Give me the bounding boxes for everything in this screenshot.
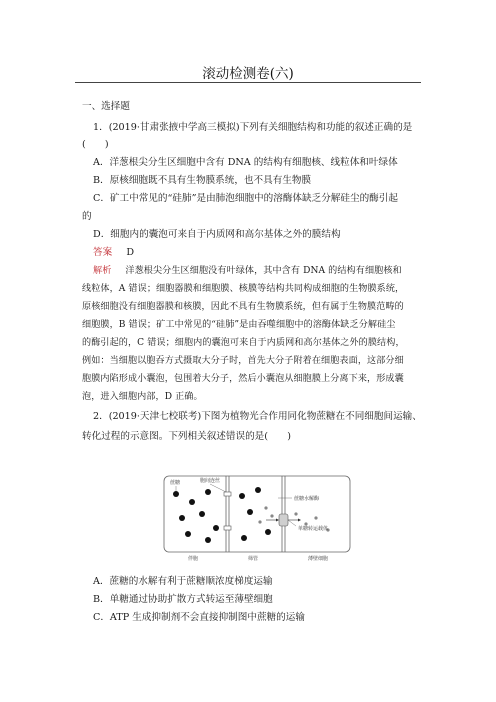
q1-stem-line-1: 1．(2019·甘肃张掖中学高三模拟)下列有关细胞结构和功能的叙述正确的是 [93, 122, 413, 133]
arrow-head [276, 519, 279, 522]
section-heading: 一、选择题 [82, 101, 130, 112]
q1-option-a: A．洋葱根尖分生区细胞中含有 DNA 的结构有细胞核、线粒体和叶绿体 [93, 157, 398, 168]
plasmodesma-1 [224, 492, 231, 496]
monosaccharide-dot [294, 512, 297, 515]
q1-analysis-line-6: 例如：当细胞以胞吞方式摄取大分子时，首先大分子附着在细胞表面，这部分细 [82, 356, 404, 366]
answer-value: D [126, 247, 135, 258]
q2-option-b: B．单糖通过协助扩散方式转运至薄壁细胞 [93, 594, 273, 605]
q1-analysis-line-4: 细胞膜，B 错误；矿工中常见的“硅肺”是由吞噬细胞中的溶酶体缺乏分解硅尘 [82, 320, 396, 330]
q1-analysis-line-3: 原核细胞没有细胞器膜和核膜，因此不具有生物膜系统，但有属于生物膜范畴的 [82, 302, 404, 312]
q1-analysis-line-7: 胞膜内陷形成小囊泡，包围着大分子，然后小囊泡从细胞膜上分离下来，形成囊 [82, 374, 404, 384]
label-sieve-tube: 筛管 [248, 556, 259, 562]
q1-analysis-line-8: 泡，进入细胞内部，D 正确。 [82, 392, 203, 402]
arrow-head-2 [298, 519, 301, 522]
sucrose-dot [189, 499, 195, 505]
monosaccharide-transporter [279, 514, 288, 526]
sucrose-dot [265, 529, 271, 535]
label-transporter: 单糖转运载体 [298, 526, 329, 532]
q1-analysis-line-2: 线粒体，A 错误；细胞器膜和细胞膜、核膜等结构共同构成细胞的生物膜系统， [82, 284, 405, 294]
label-hydrolase: 蔗糖水解酶 [294, 496, 320, 502]
monosaccharide-dot [270, 514, 273, 517]
q1-answer [93, 247, 134, 259]
sucrose-dot [199, 511, 205, 517]
sucrose-dot [241, 535, 247, 541]
leader-plasmodesma [210, 484, 226, 492]
sucrose-dot [213, 525, 219, 531]
sucrose-dot [239, 493, 245, 499]
sucrose-dot [255, 487, 261, 493]
q1-option-b: B．原核细胞既不具有生物膜系统，也不具有生物膜 [93, 175, 312, 186]
monosaccharide-dot [264, 506, 267, 509]
monosaccharide-dot [314, 516, 317, 519]
plasmodesma-2 [224, 526, 231, 530]
title-rule [75, 82, 421, 83]
analysis-label: 解析 [93, 266, 112, 276]
q2-stem-line-1: 2．(2019·天津七校联考)下图为植物光合作用同化物蔗糖在不同细胞间运输、 [93, 411, 422, 422]
q1-option-c-line-1: C．矿工中常见的“硅肺”是由肺泡细胞中的溶酶体缺乏分解硅尘的酶引起 [93, 193, 398, 204]
q1-analysis-line-1 [93, 265, 402, 277]
q2-stem-line-2: 转化过程的示意图。下列相关叙述错误的是( ) [82, 431, 291, 442]
label-parenchyma: 薄壁细胞 [308, 556, 329, 562]
sucrose-dot [247, 509, 253, 515]
leader-transporter [288, 520, 296, 526]
label-companion-cell: 伴胞 [188, 556, 199, 562]
q1-stem-line-2: ( ) [82, 139, 109, 150]
sucrose-dot [205, 537, 211, 543]
sucrose-dot [185, 531, 191, 537]
sucrose-dot [179, 515, 185, 521]
analysis-text-1: 洋葱根尖分生区细胞没有叶绿体，其中含有 DNA 的结构有细胞核和 [125, 266, 402, 276]
page-title: 滚动检测卷(六) [202, 66, 294, 82]
monosaccharide-dot [258, 520, 261, 523]
label-plasmodesmata: 胞间连丝 [200, 478, 221, 484]
q2-option-a: A．蔗糖的水解有利于蔗糖顺浓度梯度运输 [93, 576, 273, 587]
q1-option-d: D．细胞内的囊泡可来自于内质网和高尔基体之外的膜结构 [93, 229, 341, 240]
diagram-svg [162, 474, 352, 562]
q1-option-c-line-2: 的 [82, 211, 92, 222]
sucrose-transport-diagram [162, 474, 352, 562]
sucrose-dot [173, 491, 179, 497]
q2-option-c: C．ATP 生成抑制剂不会直接抑制图中蔗糖的运输 [93, 612, 305, 623]
sucrose-dot [205, 489, 211, 495]
q1-analysis-line-5: 的酶引起的，C 错误；细胞内的囊泡可来自于内质网和高尔基体之外的膜结构， [82, 338, 405, 348]
answer-label: 答案 [93, 247, 113, 258]
label-sucrose: 蔗糖 [170, 480, 181, 486]
